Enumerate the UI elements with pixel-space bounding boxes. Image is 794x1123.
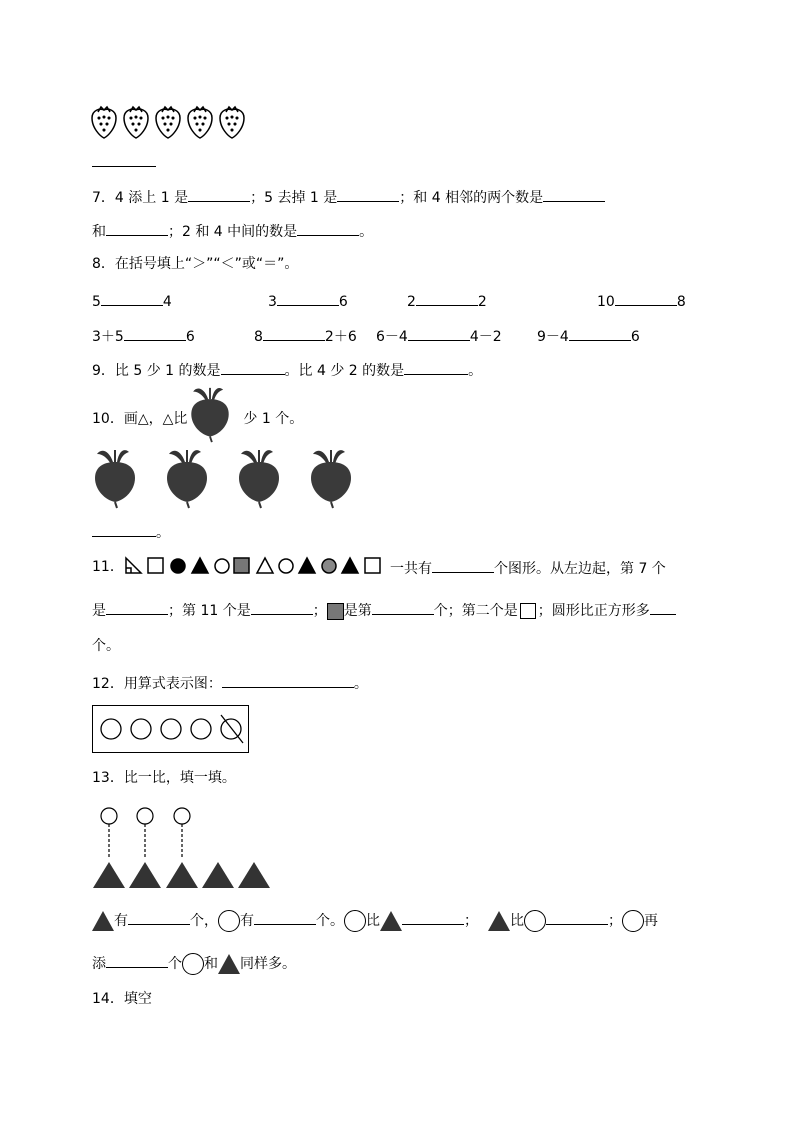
q7-line2 xyxy=(92,221,373,241)
q7-blank-5[interactable] xyxy=(297,221,359,236)
filled-triangle-icon xyxy=(299,558,315,573)
q13-text-1: 有 xyxy=(114,913,128,929)
q7-number: 7． xyxy=(92,190,115,206)
q10-end: 。 xyxy=(156,525,170,541)
triangle-outline-icon: △ xyxy=(137,411,149,427)
q11-line1 xyxy=(390,558,666,578)
q8-right: 6 xyxy=(338,294,348,310)
q9-blank-1[interactable] xyxy=(221,360,285,375)
q14-title: 14．填空 xyxy=(92,991,152,1007)
q11-blank-4[interactable] xyxy=(372,600,434,615)
radish-icon xyxy=(304,448,358,510)
q13-text-9: 再 xyxy=(644,913,658,929)
q12-line xyxy=(92,673,368,693)
q8-item xyxy=(92,326,195,346)
q13-text-6: ； xyxy=(464,913,478,929)
q7-text-6: 。 xyxy=(359,224,374,240)
q7-blank-2[interactable] xyxy=(337,187,399,202)
q11-text-5: ； xyxy=(312,603,327,619)
gray-circle-icon xyxy=(322,559,336,573)
q8-left: 3＋5 xyxy=(92,329,124,345)
q7-text-2: ；5 去掉 1 是 xyxy=(250,190,338,206)
q11-blank-5[interactable] xyxy=(650,600,676,615)
q8-left: 8 xyxy=(254,329,263,345)
q7-line1 xyxy=(92,187,605,207)
circle-icon xyxy=(524,910,546,932)
patterned-square-icon xyxy=(327,603,344,620)
q12-text-1: 12．用算式表示图： xyxy=(92,676,222,692)
q10-blank[interactable] xyxy=(92,522,156,537)
q12-blank[interactable] xyxy=(222,673,354,688)
q13-text-3: 有 xyxy=(240,913,254,929)
q12-circles-box xyxy=(92,705,250,753)
q12-text-2: 。 xyxy=(353,676,368,692)
square-icon xyxy=(148,558,163,573)
q8-right: 2 xyxy=(477,294,487,310)
q8-title: 8．在括号填上“＞”“＜”或“＝”。 xyxy=(92,256,299,272)
q11-text-7: 个；第二个是 xyxy=(433,603,518,619)
q13-blank-4[interactable] xyxy=(546,910,608,925)
q13-blank-1[interactable] xyxy=(128,910,190,925)
q11-blank-1[interactable] xyxy=(432,558,494,573)
q10-text-3: 比 xyxy=(173,411,188,427)
q8-item xyxy=(376,326,502,346)
q10-text-2: ， xyxy=(148,411,163,427)
q8-left: 5 xyxy=(92,294,101,310)
q8-left: 2 xyxy=(407,294,416,310)
q13-text-8: ； xyxy=(608,913,622,929)
triangle-outline-icon: △ xyxy=(162,411,174,427)
q8-right: 8 xyxy=(676,294,686,310)
q10-text-1: 10．画 xyxy=(92,411,138,427)
q13-text-4: 个。 xyxy=(316,913,344,929)
q8-blank[interactable] xyxy=(615,291,677,306)
filled-triangle-icon xyxy=(238,862,270,888)
q8-item xyxy=(407,291,487,311)
circle-icon xyxy=(101,808,117,824)
q11-text-4: ；第 11 个是 xyxy=(168,603,251,619)
q13-text-11: 个 xyxy=(168,956,182,972)
q13-blank-3[interactable] xyxy=(402,910,464,925)
filled-triangle-icon xyxy=(342,558,358,573)
right-triangle-icon xyxy=(126,558,141,573)
q13-text-5: 比 xyxy=(366,913,380,929)
q8-blank[interactable] xyxy=(277,291,339,306)
square-icon xyxy=(365,558,380,573)
q11-shape-sequence xyxy=(124,556,386,576)
circle-icon xyxy=(182,953,204,975)
circle-icon xyxy=(279,559,293,573)
q13-blank-2[interactable] xyxy=(254,910,316,925)
q13-line2 xyxy=(92,953,296,975)
q8-item xyxy=(597,291,686,311)
q13-text-2: 个， xyxy=(190,913,218,929)
q8-right: 4 xyxy=(162,294,172,310)
q13-text-7: 比 xyxy=(510,913,524,929)
q11-blank-2[interactable] xyxy=(106,600,168,615)
q8-right: 4－2 xyxy=(469,329,502,345)
filled-triangle-icon xyxy=(218,954,240,974)
q13-line1 xyxy=(92,910,658,932)
filled-triangle-icon xyxy=(166,862,198,888)
q13-text-13: 同样多。 xyxy=(240,956,296,972)
q7-text-1: 4 添上 1 是 xyxy=(114,190,189,206)
q9-text-2: 。比 4 少 2 的数是 xyxy=(284,363,405,379)
q8-item xyxy=(92,291,172,311)
q8-left: 3 xyxy=(268,294,277,310)
filled-circle-icon xyxy=(171,559,185,573)
strawberries-image xyxy=(88,104,253,142)
q8-blank[interactable] xyxy=(408,326,470,341)
filled-triangle-icon xyxy=(192,558,208,573)
q8-left: 10 xyxy=(597,294,615,310)
q7-text-4: 和 xyxy=(92,224,106,240)
q8-blank[interactable] xyxy=(569,326,631,341)
q11-line2 xyxy=(92,600,676,620)
square-icon xyxy=(520,603,536,619)
q8-left: 9－4 xyxy=(537,329,569,345)
q9-text-1: 9．比 5 少 1 的数是 xyxy=(92,363,221,379)
q11-text-3: 是 xyxy=(92,603,106,619)
radish-icon xyxy=(232,448,286,510)
q13-title: 13．比一比，填一填。 xyxy=(92,770,236,786)
filled-triangle-icon xyxy=(92,911,114,931)
q7-text-5: ；2 和 4 中间的数是 xyxy=(168,224,298,240)
q8-left: 6－4 xyxy=(376,329,408,345)
filled-triangle-icon xyxy=(202,862,234,888)
q9-line xyxy=(92,360,482,380)
q8-blank[interactable] xyxy=(124,326,186,341)
filled-triangle-icon xyxy=(488,911,510,931)
q8-item xyxy=(254,326,357,346)
q10-text-4: 少 1 个。 xyxy=(243,411,304,427)
circle-icon xyxy=(137,808,153,824)
q13-text-12: 和 xyxy=(204,956,218,972)
q9-text-3: 。 xyxy=(468,363,483,379)
q8-item xyxy=(268,291,348,311)
q11-blank-3[interactable] xyxy=(251,600,313,615)
filled-triangle-icon xyxy=(129,862,161,888)
q8-item xyxy=(537,326,640,346)
q8-blank[interactable] xyxy=(101,291,163,306)
q7-blank-3[interactable] xyxy=(543,187,605,202)
q10-answer-line xyxy=(92,522,170,542)
q8-blank[interactable] xyxy=(416,291,478,306)
circle-icon xyxy=(215,559,229,573)
q13-text-10: 添 xyxy=(92,956,106,972)
circle-icon xyxy=(622,910,644,932)
q7-text-3: ；和 4 相邻的两个数是 xyxy=(399,190,544,206)
q6-answer-line xyxy=(92,152,156,172)
q11-text-2: 个图形。从左边起，第 7 个 xyxy=(494,561,666,577)
q13-blank-5[interactable] xyxy=(106,953,168,968)
q8-right: 6 xyxy=(630,329,640,345)
q8-right: 2＋6 xyxy=(324,329,357,345)
q11-line3: 个。 xyxy=(92,638,120,654)
patterned-square-icon xyxy=(234,558,249,573)
q13-comparison-figure xyxy=(92,806,272,890)
filled-triangle-icon xyxy=(380,911,402,931)
q6-blank[interactable] xyxy=(92,152,156,167)
radish-icon xyxy=(184,386,236,444)
circle-icon xyxy=(218,910,240,932)
q11-text-1: 一共有 xyxy=(390,561,432,577)
circle-icon xyxy=(174,808,190,824)
triangle-icon xyxy=(257,558,273,573)
q11-text-8: ；圆形比正方形多 xyxy=(537,603,650,619)
q9-blank-2[interactable] xyxy=(404,360,468,375)
q8-right: 6 xyxy=(185,329,195,345)
circle-icon xyxy=(344,910,366,932)
q11-number: 11． xyxy=(92,559,124,575)
radish-icon xyxy=(88,448,142,510)
q11-text-6: 是第 xyxy=(343,603,372,619)
filled-triangle-icon xyxy=(93,862,125,888)
q7-blank-4[interactable] xyxy=(106,221,168,236)
q7-blank-1[interactable] xyxy=(188,187,250,202)
radish-icon xyxy=(160,448,214,510)
q8-blank[interactable] xyxy=(263,326,325,341)
